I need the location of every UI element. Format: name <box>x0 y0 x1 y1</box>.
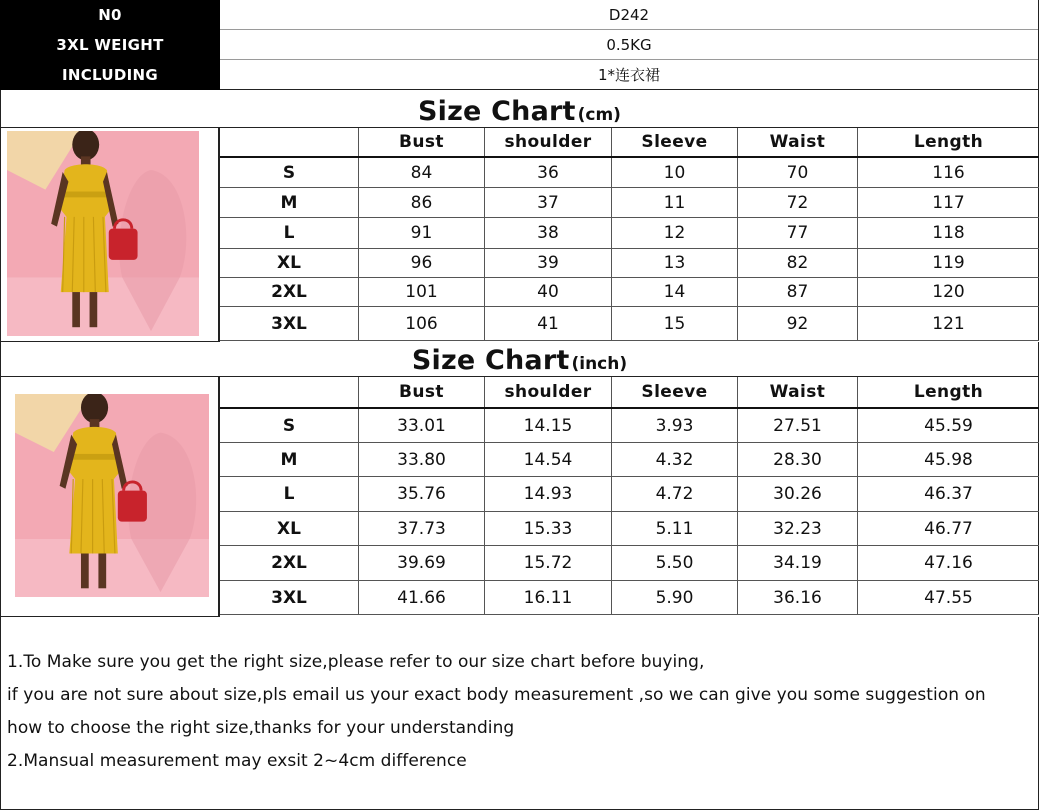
label-weight: 3XL WEIGHT <box>56 36 164 54</box>
header-labels <box>0 0 220 90</box>
note-line-1: 1.To Make sure you get the right size,please refer to our size chart before buying, <box>7 652 705 672</box>
inch-photo-cell <box>0 377 220 617</box>
value-number: D242 <box>220 0 1038 30</box>
size-label: S <box>220 409 359 442</box>
header-values <box>220 0 1039 90</box>
cm-chart-title <box>0 90 1039 128</box>
measurement-cell: 72 <box>738 188 858 217</box>
measurement-cell: 45.59 <box>924 415 973 436</box>
column-header: Waist <box>738 128 858 156</box>
sizing-notes <box>0 617 1039 810</box>
measurement-cell: 37 <box>485 188 612 217</box>
note-line-2: if you are not sure about size,pls email us your exact body measurement ,so we can give you some suggestion on <box>7 685 986 705</box>
table-row <box>220 188 1039 218</box>
measurement-cell: 36.16 <box>738 581 858 614</box>
measurement-cell: 5.90 <box>612 581 738 614</box>
measurement-cell: 106 <box>359 307 485 340</box>
measurement-cell: 121 <box>932 313 965 334</box>
measurement-cell: 27.51 <box>738 409 858 442</box>
measurement-cell: 28.30 <box>738 443 858 476</box>
column-header: Length <box>913 132 984 152</box>
column-header: Waist <box>738 377 858 407</box>
measurement-cell: 41 <box>485 307 612 340</box>
column-header: shoulder <box>485 377 612 407</box>
measurement-cell: 118 <box>932 223 965 243</box>
inch-title-text: Size Chart <box>411 345 570 376</box>
measurement-cell: 70 <box>738 158 858 187</box>
cm-title-text: Size Chart <box>418 96 576 127</box>
inch-unit-text: (inch) <box>571 354 628 374</box>
table-row <box>220 477 1039 512</box>
measurement-cell: 10 <box>612 158 738 187</box>
measurement-cell: 116 <box>932 162 965 183</box>
measurement-cell: 36 <box>485 158 612 187</box>
measurement-cell: 30.26 <box>738 477 858 511</box>
measurement-cell: 12 <box>612 218 738 248</box>
size-label: 3XL <box>220 581 359 614</box>
measurement-cell: 39 <box>485 249 612 277</box>
table-row <box>220 512 1039 546</box>
table-row <box>220 409 1039 443</box>
measurement-cell: 46.37 <box>924 484 973 504</box>
size-label: 2XL <box>220 278 359 306</box>
size-label: S <box>220 158 359 187</box>
measurement-cell: 119 <box>932 253 965 273</box>
measurement-cell: 40 <box>485 278 612 306</box>
measurement-cell: 32.23 <box>738 512 858 545</box>
measurement-cell: 11 <box>612 188 738 217</box>
size-label: XL <box>220 249 359 277</box>
table-row <box>220 158 1039 188</box>
note-line-4: 2.Mansual measurement may exsit 2~4cm difference <box>7 751 467 771</box>
measurement-cell: 117 <box>932 192 965 213</box>
column-header: Bust <box>359 128 485 156</box>
column-header: shoulder <box>485 128 612 156</box>
measurement-cell: 33.01 <box>359 409 485 442</box>
measurement-cell: 47.55 <box>924 587 973 608</box>
label-including: INCLUDING <box>62 66 158 84</box>
measurement-cell: 34.19 <box>738 546 858 580</box>
measurement-cell: 87 <box>738 278 858 306</box>
measurement-cell: 120 <box>932 282 965 302</box>
column-header: Sleeve <box>612 377 738 407</box>
measurement-cell: 14 <box>612 278 738 306</box>
measurement-cell: 86 <box>359 188 485 217</box>
table-row <box>220 443 1039 477</box>
size-label: XL <box>220 512 359 545</box>
measurement-cell: 16.11 <box>485 581 612 614</box>
table-row <box>220 278 1039 307</box>
measurement-cell: 92 <box>738 307 858 340</box>
measurement-cell: 35.76 <box>359 477 485 511</box>
cm-size-table <box>220 128 1039 341</box>
inch-size-table <box>220 377 1039 615</box>
measurement-cell: 37.73 <box>359 512 485 545</box>
table-row <box>220 581 1039 615</box>
measurement-cell: 13 <box>612 249 738 277</box>
product-header <box>0 0 1039 90</box>
measurement-cell: 47.16 <box>924 553 973 573</box>
measurement-cell: 15 <box>612 307 738 340</box>
size-label: M <box>220 188 359 217</box>
model-photo-cm <box>7 131 199 336</box>
measurement-cell: 91 <box>359 218 485 248</box>
measurement-cell: 4.72 <box>612 477 738 511</box>
cm-photo-cell <box>0 128 220 342</box>
cm-corner-cell <box>220 128 359 156</box>
size-label: L <box>220 218 359 248</box>
measurement-cell: 5.50 <box>612 546 738 580</box>
column-header: Sleeve <box>612 128 738 156</box>
measurement-cell: 15.33 <box>485 512 612 545</box>
column-header: Length <box>913 382 984 402</box>
size-label: 3XL <box>220 307 359 340</box>
measurement-cell: 38 <box>485 218 612 248</box>
measurement-cell: 5.11 <box>612 512 738 545</box>
model-photo-inch <box>15 394 209 597</box>
size-label: L <box>220 477 359 511</box>
value-including: 1*连衣裙 <box>220 60 1038 90</box>
inch-chart-title <box>0 342 1039 377</box>
measurement-cell: 46.77 <box>924 518 973 539</box>
measurement-cell: 84 <box>359 158 485 187</box>
table-row <box>220 249 1039 278</box>
measurement-cell: 14.54 <box>485 443 612 476</box>
measurement-cell: 82 <box>738 249 858 277</box>
cm-header-row <box>220 128 1039 158</box>
measurement-cell: 14.15 <box>485 409 612 442</box>
measurement-cell: 101 <box>359 278 485 306</box>
column-header: Bust <box>359 377 485 407</box>
cm-unit-text: (cm) <box>577 105 621 125</box>
size-label: M <box>220 443 359 476</box>
measurement-cell: 3.93 <box>612 409 738 442</box>
table-row <box>220 546 1039 581</box>
measurement-cell: 33.80 <box>359 443 485 476</box>
table-row <box>220 307 1039 341</box>
measurement-cell: 39.69 <box>359 546 485 580</box>
measurement-cell: 15.72 <box>485 546 612 580</box>
measurement-cell: 14.93 <box>485 477 612 511</box>
inch-corner-cell <box>220 377 359 407</box>
measurement-cell: 77 <box>738 218 858 248</box>
size-label: 2XL <box>220 546 359 580</box>
note-line-3: how to choose the right size,thanks for your understanding <box>7 718 515 738</box>
inch-header-row <box>220 377 1039 409</box>
label-number: N0 <box>98 6 122 24</box>
value-weight: 0.5KG <box>220 30 1038 60</box>
measurement-cell: 45.98 <box>924 449 973 470</box>
measurement-cell: 96 <box>359 249 485 277</box>
measurement-cell: 4.32 <box>612 443 738 476</box>
table-row <box>220 218 1039 249</box>
measurement-cell: 41.66 <box>359 581 485 614</box>
